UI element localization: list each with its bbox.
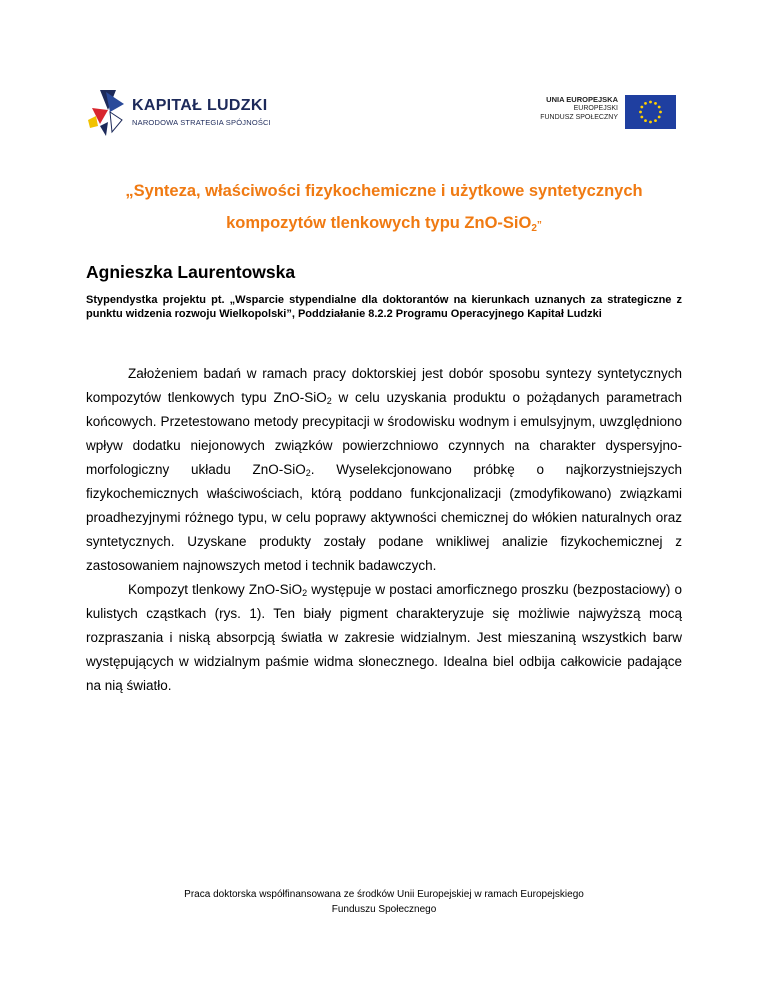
eu-star [654,119,657,122]
p2-subscript: 2 [302,588,308,598]
eu-star [649,121,652,124]
eu-line1: UNIA EUROPEJSKA [546,95,618,104]
p1-subscript-1: 2 [326,396,332,406]
eu-line3: FUNDUSZ SPOŁECZNY [540,114,618,121]
funding-footer [86,887,682,917]
author-affiliation: Stypendystka projektu pt. „Wsparcie stypendialne dla doktorantów na kierunkach uznanych za strategiczne z punktu widzenia rozwoju Wielkopolski”, Poddziałanie 8.2.2 Programu Operacyjnego Kapitał Ludzki [86,294,682,320]
p2-part-a: Kompozyt tlenkowy ZnO-SiO [128,582,303,597]
p1-part-b: w celu uzyskania produktu o pożądanych parametrach końcowych. Przetestowano metody precypitacji w środowisku wodnym i emulsyjnym, uwzględniono wpływ dodatku niejonowych związków powierzchniowo czynnych na charakter dyspersyjno-morfologiczny układu ZnO-SiO [86,390,682,477]
footer-line2: Funduszu Społecznego [331,904,437,915]
eu-star [640,106,643,109]
eu-star [644,102,647,105]
eu-star [659,111,662,114]
kapital-ludzki-logo [86,86,271,138]
document-title-line2 [60,214,708,234]
body-text [86,362,682,698]
paragraph-1 [86,362,682,578]
author-name: Agnieszka Laurentowska [86,262,296,282]
footer-line1: Praca doktorska współfinansowana ze środków Unii Europejskiej w ramach Europejskiego [184,889,584,900]
eu-star [640,116,643,119]
p1-part-a: Założeniem badań w ramach pracy doktorskiej jest dobór sposobu syntezy syntetycznych kompozytów tlenkowych typu ZnO-SiO [86,366,682,405]
eu-line2: EUROPEJSKI [573,105,618,112]
eu-star [649,101,652,104]
eu-star [658,116,661,119]
eu-star [658,106,661,109]
title-formula: kompozytów tlenkowych typu ZnO-SiO [226,214,532,232]
paragraph-2 [86,578,682,698]
title-closing-quote: ” [536,220,542,231]
kapital-ludzki-subtitle: NARODOWA STRATEGIA SPÓJNOŚCI [132,118,271,127]
eu-logo [520,95,680,131]
p1-part-c: . Wyselekcjonowano próbkę o najkorzystniejszych fizykochemicznych właściwościach, którą poddano funkcjonalizacji (zmodyfikowano) związkami proadhezyjnymi różnego typu, w celu poprawy aktywności chemicznej do włókien naturalnych oraz syntetycznych. Uzyskane produkty zostały podane wnikliwej analizie fizykochemicznej z zastosowaniem najnowszych metod i technik badawczych. [86,462,682,573]
eu-flag-icon [625,95,676,129]
p2-part-b: występuje w postaci amorficznego proszku (bezpostaciowy) o kulistych cząstkach (rys. 1). Ten biały pigment charakteryzuje się możliwie najwyższą mocą rozpraszania i niską absorpcją światła w zakresie widzialnym. Jest mieszaniną wszystkich barw występujących w widzialnym paśmie widma słonecznego. Idealna biel odbija całkowicie padające na nią światło. [86,582,682,693]
eu-logo-text [540,95,618,122]
document-title-line1: „Synteza, właściwości fizykochemiczne i użytkowe syntetycznych [125,182,643,200]
eu-star [639,111,642,114]
kapital-ludzki-emblem-icon [86,86,130,138]
title-subscript: 2 [531,223,537,234]
eu-star [654,102,657,105]
kapital-ludzki-title: KAPITAŁ LUDZKI [132,97,268,114]
p1-subscript-2: 2 [305,468,311,478]
eu-star [644,119,647,122]
